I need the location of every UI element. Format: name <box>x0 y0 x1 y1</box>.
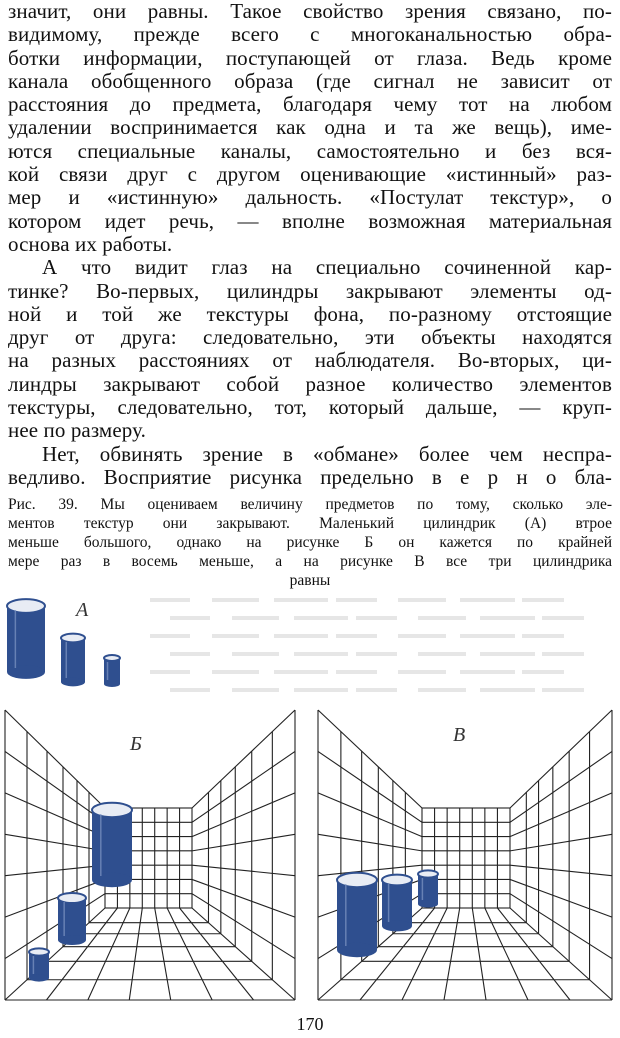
cylinder-b-mid <box>58 893 86 945</box>
body-line: на разных расстояниях от наблюдателя. Во-вторых, ци- <box>8 348 612 373</box>
body-line: нее по размеру. <box>8 418 146 443</box>
body-line: мер и «истинную» дальность. «Постулат текстур», о <box>8 185 612 210</box>
body-line: линдры закрывают собой разное количество элементов <box>8 371 612 396</box>
panel-b <box>5 710 295 1000</box>
cylinder-v-mid <box>382 875 412 932</box>
cylinder-v-near <box>337 873 377 957</box>
body-line: кой связи друг с другом оценивающие «истинный» раз- <box>8 162 612 187</box>
figure-caption <box>8 495 612 590</box>
caption-line: ментов текстур они закрывают. Маленький цилиндрик (А) втрое <box>8 515 612 532</box>
caption-line: Рис. 39. Мы оцениваем величину предметов по тому, сколько эле- <box>8 496 612 513</box>
cylinder-b-far <box>92 803 132 887</box>
figure-illustration <box>0 588 620 1008</box>
body-line: текстуры, следовательно, тот, который дальше, — круп- <box>8 395 612 420</box>
body-line: видимому, прежде всего с многоканальностью обра- <box>8 22 612 47</box>
cylinder-v-far <box>418 870 438 907</box>
body-line: тинке? Во-первых, цилиндры закрывают элементы од- <box>8 278 612 303</box>
panel-a-label: А <box>76 599 89 621</box>
body-line: ботки информации, поступающей от глаза. Ведь кроме <box>8 45 612 70</box>
cylinder-medium <box>61 634 85 687</box>
page-number: 170 <box>296 1014 324 1034</box>
body-line: ются специальные каналы, самостоятельно и без вся- <box>8 138 612 163</box>
figure-39 <box>0 588 620 1008</box>
body-line: расстояния до предмета, благодаря чему тот на любом <box>8 92 612 117</box>
body-line: котором идет речь, — вполне возможная материальная <box>8 208 612 233</box>
cylinder-large <box>7 599 45 679</box>
body-line: канала обобщенного образа (где сигнал не зависит от <box>8 68 612 93</box>
body-line: удалении воспринимается как одна и та же вещь), име- <box>8 115 612 140</box>
body-line: основа их работы. <box>8 231 173 256</box>
body-line: Нет, обвинять зрение в «обмане» более чем неспра- <box>42 441 612 466</box>
body-line: ной и той же текстуры фона, по-разному отстоящие <box>8 301 612 326</box>
panel-v-label: В <box>453 724 466 746</box>
caption-line: равны <box>289 572 331 589</box>
panel-b-label: Б <box>130 733 142 755</box>
panel-a <box>7 599 120 687</box>
body-line: ведливо. Восприятие рисунка предельно в е р н о бла- <box>8 464 612 489</box>
panel-v <box>318 710 612 1000</box>
body-line: друг от друга: следовательно, эти объекты находятся <box>8 325 612 350</box>
body-line: значит, они равны. Такое свойство зрения связано, по- <box>8 0 612 23</box>
body-text <box>8 0 612 489</box>
caption-line: меньше большого, однако на рисунке Б он кажется по крайней <box>8 534 612 551</box>
cylinder-small <box>104 655 120 687</box>
cylinder-b-near <box>29 948 49 981</box>
body-line: А что видит глаз на специально сочиненной кар- <box>42 255 612 280</box>
caption-line: мере раз в восемь меньше, а на рисунке В все три цилиндрика <box>8 553 612 570</box>
